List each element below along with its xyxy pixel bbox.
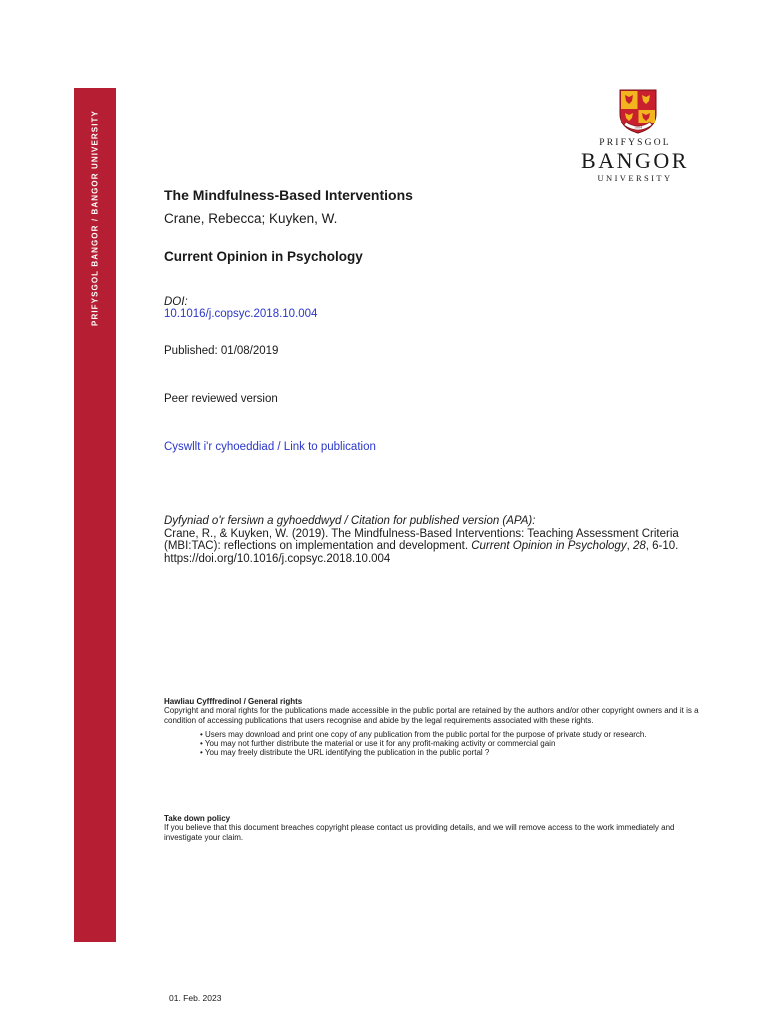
rights-list — [164, 730, 709, 758]
citation-journal: Current Opinion in Psychology — [471, 540, 627, 552]
rights-bullet: • You may not further distribute the material or use it for any profit-making activity or commercial gain — [200, 739, 556, 749]
journal-name: Current Opinion in Psychology — [164, 249, 363, 264]
citation-part2: , 6-10. https://doi.org/10.1016/j.copsyc.2018.10.004 — [164, 540, 679, 565]
doi-link[interactable]: 10.1016/j.copsyc.2018.10.004 — [164, 308, 318, 320]
university-crest-icon — [616, 88, 660, 134]
takedown-policy-block — [164, 814, 714, 842]
general-rights-block — [164, 697, 709, 758]
rights-body: Copyright and moral rights for the publications made accessible in the public portal are retained by the authors and/or other copyright owners and it is a condition of accessing publications that users recognise and abide by the legal requirements associated with these rights. — [164, 706, 699, 725]
rights-bullet: • You may freely distribute the URL identifying the publication in the public portal ? — [200, 748, 490, 758]
logo-prifysgol: PRIFYSGOL — [599, 138, 671, 148]
rights-heading: Hawliau Cyfffredinol / General rights — [164, 697, 303, 706]
citation-volume: 28 — [632, 540, 646, 552]
citation-heading: Dyfyniad o'r fersiwn a gyhoeddwyd / Citation for published version (APA): — [164, 515, 536, 527]
logo-bangor: BANGOR — [581, 148, 689, 173]
doi-label: DOI: — [164, 296, 188, 308]
publication-title: The Mindfulness-Based Interventions — [164, 187, 413, 203]
publication-authors: Crane, Rebecca; Kuyken, W. — [164, 211, 338, 226]
takedown-heading: Take down policy — [164, 814, 231, 823]
rights-bullet: • Users may download and print one copy of any publication from the public portal for the purpose of private study or research. — [200, 729, 647, 739]
published-date: Published: 01/08/2019 — [164, 345, 279, 357]
sidebar-label: PRIFYSGOL BANGOR / BANGOR UNIVERSITY — [90, 110, 100, 326]
citation-text — [164, 528, 709, 566]
citation-block — [164, 515, 709, 565]
takedown-body: If you believe that this document breaches copyright please contact us providing details, and we will remove access to the work immediately and investigate your claim. — [164, 823, 675, 842]
publication-link[interactable]: Cyswllt i'r cyhoeddiad / Link to publication — [164, 441, 376, 453]
logo-university: UNIVERSITY — [597, 173, 673, 183]
citation-part1: Crane, R., & Kuyken, W. (2019). The Mindfulness-Based Interventions: Teaching Assessment Criteria (MBI:TAC): reflections on implementation and development. — [164, 527, 679, 552]
download-date: 01. Feb. 2023 — [169, 993, 222, 1003]
version-note: Peer reviewed version — [164, 393, 278, 405]
crest-year: 1884 — [634, 124, 642, 130]
citation-sep: , — [626, 540, 633, 552]
bangor-university-logo — [560, 88, 710, 183]
